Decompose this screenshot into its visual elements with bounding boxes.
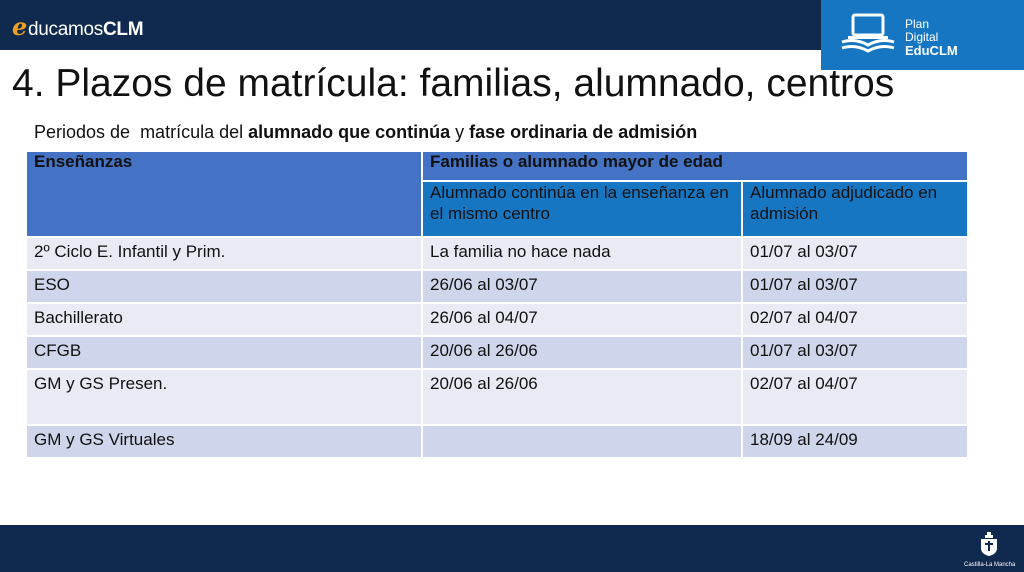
column-header-ensenanzas: Enseñanzas — [26, 151, 422, 237]
plan-line-1: Plan — [905, 17, 930, 31]
educamos-clm-logo — [12, 12, 143, 41]
cell-adjudicado: 02/07 al 04/07 — [742, 369, 968, 425]
table-row — [26, 369, 968, 425]
table-row — [26, 270, 968, 303]
subtitle-text-2: y — [450, 122, 470, 142]
cell-continua — [422, 425, 742, 458]
cell-adjudicado: 01/07 al 03/07 — [742, 237, 968, 270]
footer-caption: Castilla-La Mancha — [964, 562, 1016, 568]
column-header-adjudicado: Alumnado adjudicado en admisión — [742, 181, 968, 237]
cell-adjudicado: 02/07 al 04/07 — [742, 303, 968, 336]
slide-title: 4. Plazos de matrícula: familias, alumnado, centros — [12, 62, 895, 105]
table-row — [26, 303, 968, 336]
plan-line-2: Digital — [905, 30, 939, 44]
cell-continua: La familia no hace nada — [422, 237, 742, 270]
brand-first-letter: e — [12, 12, 27, 41]
cell-ensenanza: GM y GS Virtuales — [26, 425, 422, 458]
cell-ensenanza: Bachillerato — [26, 303, 422, 336]
cell-adjudicado: 01/07 al 03/07 — [742, 336, 968, 369]
slide-subtitle — [34, 122, 697, 143]
cell-continua: 20/06 al 26/06 — [422, 369, 742, 425]
cell-ensenanza: 2º Ciclo E. Infantil y Prim. — [26, 237, 422, 270]
column-group-header: Familias o alumnado mayor de edad — [422, 151, 968, 181]
subtitle-bold-1: alumnado que continúa — [248, 122, 451, 142]
table-row — [26, 336, 968, 369]
brand-text: ducamos — [27, 19, 103, 40]
castilla-la-mancha-logo — [964, 532, 1014, 568]
cell-adjudicado: 18/09 al 24/09 — [742, 425, 968, 458]
table-row — [26, 237, 968, 270]
plan-line-3: EduCLM — [905, 43, 958, 58]
table-row — [26, 425, 968, 458]
cell-ensenanza: ESO — [26, 270, 422, 303]
column-header-continua: Alumnado continúa en la enseñanza en el mismo centro — [422, 181, 742, 237]
cell-ensenanza: CFGB — [26, 336, 422, 369]
bottom-bar — [0, 525, 1024, 572]
cell-ensenanza: GM y GS Presen. — [26, 369, 422, 425]
subtitle-bold-2: fase ordinaria de admisión — [469, 122, 698, 142]
plan-digital-logo — [821, 0, 1024, 70]
laptop-book-icon — [839, 12, 897, 54]
coat-of-arms-icon — [979, 532, 999, 556]
cell-adjudicado: 01/07 al 03/07 — [742, 270, 968, 303]
cell-continua: 26/06 al 04/07 — [422, 303, 742, 336]
subtitle-text-1: Periodos de matrícula del — [34, 122, 249, 142]
cell-continua: 20/06 al 26/06 — [422, 336, 742, 369]
enrollment-periods-table — [25, 150, 969, 459]
brand-text-strong: CLM — [102, 19, 144, 40]
cell-continua: 26/06 al 03/07 — [422, 270, 742, 303]
